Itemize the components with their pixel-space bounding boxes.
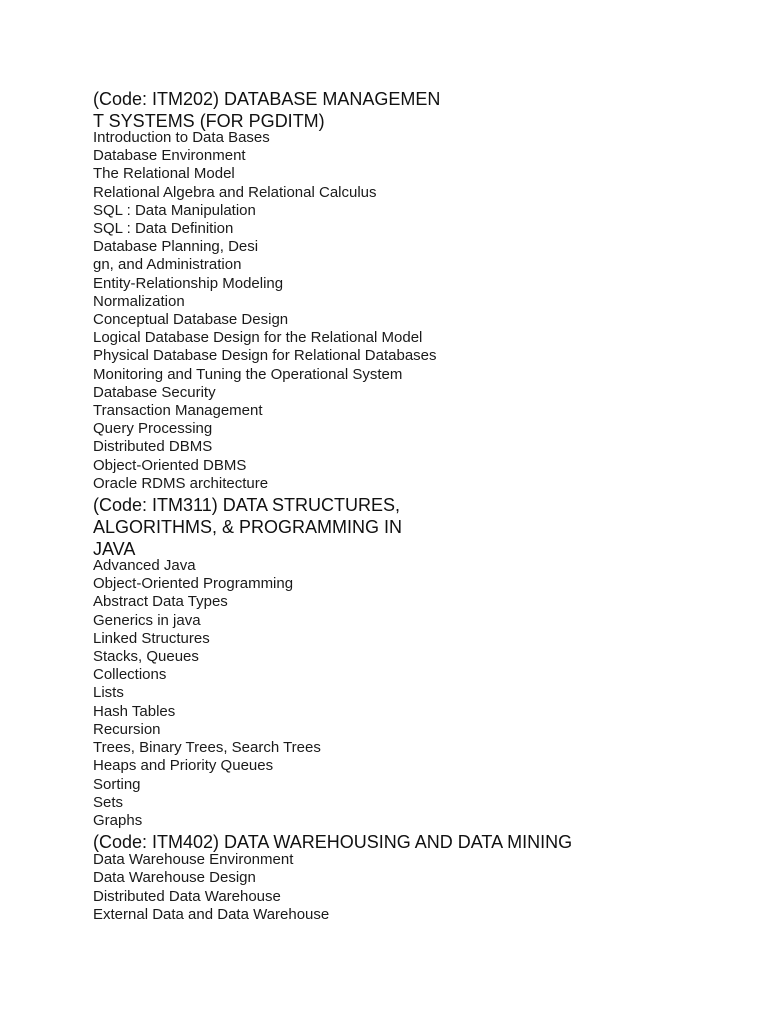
heading-line: JAVA bbox=[93, 539, 136, 560]
topic-item: Physical Database Design for Relational Databases bbox=[93, 347, 437, 365]
topic-item: The Relational Model bbox=[93, 165, 235, 183]
topic-item: Logical Database Design for the Relational Model bbox=[93, 329, 423, 347]
topic-item: Linked Structures bbox=[93, 629, 210, 647]
topic-item: Sorting bbox=[93, 775, 141, 793]
topic-item: Graphs bbox=[93, 811, 143, 829]
document-page bbox=[93, 88, 653, 924]
topic-item: Relational Algebra and Relational Calculus bbox=[93, 183, 377, 201]
topic-item: Abstract Data Types bbox=[93, 593, 228, 611]
topic-item: Heaps and Priority Queues bbox=[93, 757, 274, 775]
topic-item: Data Warehouse Design bbox=[93, 869, 256, 887]
heading-line: T SYSTEMS (FOR PGDITM) bbox=[93, 111, 325, 131]
topic-item: Monitoring and Tuning the Operational System bbox=[93, 365, 403, 383]
topic-item: SQL : Data Manipulation bbox=[93, 201, 256, 219]
course-heading bbox=[93, 494, 653, 560]
heading-line: (Code: ITM402) DATA WAREHOUSING AND DATA MINING bbox=[93, 832, 573, 853]
topic-item: Conceptual Database Design bbox=[93, 311, 289, 329]
heading-line: ALGORITHMS, & PROGRAMMING IN bbox=[93, 517, 403, 538]
course-section-itm202 bbox=[93, 88, 653, 493]
topic-list bbox=[93, 557, 653, 830]
heading-line: (Code: ITM202) DATABASE MANAGEMEN bbox=[93, 89, 441, 109]
topic-item: Oracle RDMS architecture bbox=[93, 474, 269, 492]
course-section-itm402 bbox=[93, 831, 653, 924]
topic-list bbox=[93, 851, 653, 924]
topic-list bbox=[93, 129, 653, 493]
topic-item: Database Security bbox=[93, 383, 216, 401]
topic-item: Recursion bbox=[93, 720, 161, 738]
topic-item: Database Environment bbox=[93, 147, 246, 165]
heading-line: (Code: ITM311) DATA STRUCTURES, bbox=[93, 495, 401, 516]
topic-item: External Data and Data Warehouse bbox=[93, 905, 330, 923]
topic-item: Introduction to Data Bases bbox=[93, 129, 270, 146]
topic-item: Object-Oriented DBMS bbox=[93, 456, 247, 474]
topic-item: Distributed DBMS bbox=[93, 438, 213, 456]
topic-item: Distributed Data Warehouse bbox=[93, 887, 281, 905]
topic-item: Object-Oriented Programming bbox=[93, 575, 294, 593]
topic-item: SQL : Data Definition bbox=[93, 220, 234, 238]
topic-item: Transaction Management bbox=[93, 402, 263, 420]
course-section-itm311 bbox=[93, 494, 653, 830]
topic-item: Lists bbox=[93, 684, 124, 702]
topic-item: Sets bbox=[93, 793, 124, 811]
topic-item: Normalization bbox=[93, 292, 185, 310]
topic-item: Entity-Relationship Modeling bbox=[93, 274, 284, 292]
topic-item: Query Processing bbox=[93, 420, 213, 438]
topic-item: Database Planning, Desi bbox=[93, 238, 259, 256]
topic-item: Stacks, Queues bbox=[93, 648, 199, 666]
topic-item: Advanced Java bbox=[93, 557, 196, 575]
course-heading bbox=[93, 88, 653, 132]
topic-item: Hash Tables bbox=[93, 702, 176, 720]
topic-item: Trees, Binary Trees, Search Trees bbox=[93, 739, 321, 757]
topic-item: Collections bbox=[93, 666, 167, 684]
topic-item: Generics in java bbox=[93, 611, 201, 629]
topic-item: Data Warehouse Environment bbox=[93, 851, 294, 869]
course-heading bbox=[93, 831, 653, 853]
topic-item: gn, and Administration bbox=[93, 256, 242, 274]
